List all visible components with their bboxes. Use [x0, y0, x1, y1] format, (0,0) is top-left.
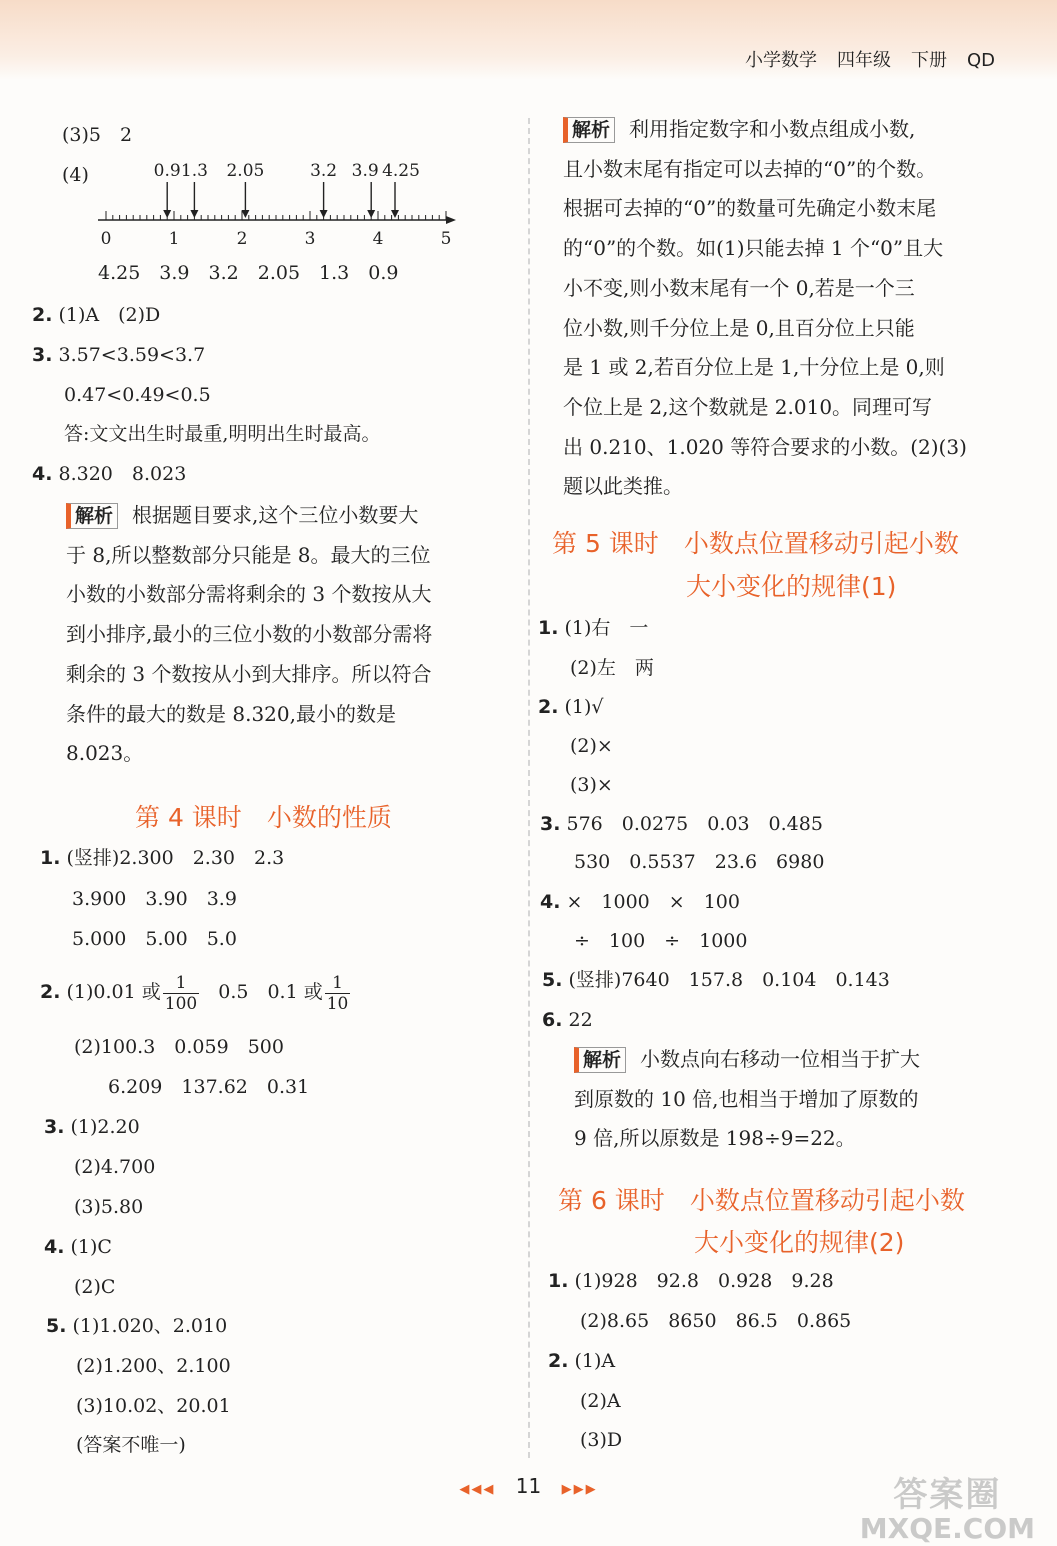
s5q2-number: 2.: [538, 696, 559, 718]
s4q5-line4: (答案不唯一): [76, 1434, 186, 1456]
jiexi-2-line: 利用指定数字和小数点组成小数,: [629, 117, 916, 141]
fraction-1-10: [325, 973, 351, 1014]
s5q2-line1: (1)√: [564, 696, 604, 718]
jiexi-1-line: 于 8,所以整数部分只能是 8。最大的三位: [66, 542, 431, 567]
s5q6-number: 6.: [542, 1009, 563, 1031]
arrowhead-icon: [241, 210, 249, 218]
jiexi-2-line: 题以此类推。: [563, 474, 683, 499]
q3-number: 3.: [32, 344, 53, 366]
jiexi-2-tag: 解析: [563, 117, 615, 143]
s5q2-line2: (2)×: [570, 735, 613, 757]
jiexi-1-line: 根据题目要求,这个三位小数要大: [132, 503, 419, 527]
q3-line2: 0.47<0.49<0.5: [64, 384, 211, 406]
s5q4-number: 4.: [540, 891, 561, 913]
section-4-heading: [135, 798, 392, 834]
page-number: 11: [515, 1474, 542, 1498]
tick-label: 2: [236, 229, 248, 249]
s4q3-number: 3.: [44, 1116, 65, 1138]
header-subject: 小学数学: [744, 50, 817, 71]
s5q3-number: 3.: [540, 813, 561, 835]
fraction-1-100: [163, 973, 199, 1014]
point-label: 0.9: [153, 161, 181, 181]
jiexi-2-line: 小不变,则小数末尾有一个 0,若是一个三: [563, 275, 915, 300]
jiexi-1-tag: 解析: [66, 503, 118, 529]
point-label: 4.25: [382, 161, 420, 181]
section-6-label: 第 6 课时: [558, 1186, 665, 1215]
jiexi-1: [66, 496, 498, 774]
s4q2-part1: (1)0.01 或: [66, 981, 161, 1003]
q2-answer: (1)A (2)D: [58, 304, 161, 326]
jiexi-3-tag: 解析: [574, 1047, 626, 1073]
section-6-heading: [558, 1181, 965, 1217]
s4q5-number: 5.: [46, 1315, 67, 1337]
q1-3: (3)5 2: [62, 124, 133, 146]
fraction-numerator: 1: [325, 973, 351, 994]
s4q2-line3: 6.209 137.62 0.31: [108, 1076, 310, 1098]
s5q1-line1: (1)右 一: [564, 617, 649, 639]
number-line-axis: [98, 161, 456, 249]
s4q5-line1: (1)1.020、2.010: [72, 1315, 228, 1337]
q3-line3: 答:文文出生时最重,明明出生时最高。: [64, 423, 381, 445]
s4q3-line2: (2)4.700: [74, 1156, 156, 1178]
q2-number: 2.: [32, 304, 53, 326]
fraction-numerator: 1: [163, 973, 199, 994]
s5q4-line1: × 1000 × 100: [566, 891, 740, 913]
next-arrows-icon: ▶▶▶: [561, 1482, 598, 1497]
section-4-label: 第 4 课时: [135, 803, 242, 832]
jiexi-1-line: 小数的小数部分需将剩余的 3 个数按从大: [66, 582, 432, 607]
section-6-title-1: 小数点位置移动引起小数: [689, 1186, 965, 1215]
s5q3-line2: 530 0.5537 23.6 6980: [574, 851, 825, 873]
s6q2-line1: (1)A: [574, 1350, 616, 1372]
s6q1-line2: (2)8.65 8650 86.5 0.865: [580, 1310, 852, 1332]
s4q1-line2: 3.900 3.90 3.9: [72, 888, 237, 910]
jiexi-2-line: 是 1 或 2,若百分位上是 1,十分位上是 0,则: [563, 355, 945, 380]
s4q3-line1: (1)2.20: [70, 1116, 140, 1138]
jiexi-2-line: 的“0”的个数。如(1)只能去掉 1 个“0”且大: [563, 236, 944, 261]
fraction-denominator: 100: [164, 993, 198, 1014]
arrowhead-icon: [320, 210, 328, 218]
header-edition: QD: [966, 50, 995, 71]
q3-line1: 3.57<3.59<3.7: [58, 344, 206, 366]
s6q2-line3: (3)D: [580, 1429, 623, 1451]
point-label: 2.05: [226, 161, 265, 181]
jiexi-3: [574, 1040, 1006, 1159]
s6q2-number: 2.: [548, 1350, 569, 1372]
s4q4-line2: (2)C: [74, 1276, 116, 1298]
s5q4-line2: ÷ 100 ÷ 1000: [574, 930, 748, 952]
s4q1-line3: 5.000 5.00 5.0: [72, 928, 237, 950]
q4-answer: 8.320 8.023: [58, 463, 187, 485]
header-grade: 四年级: [836, 50, 891, 71]
s4q2-line2: (2)100.3 0.059 500: [74, 1036, 284, 1058]
jiexi-2-line: 个位上是 2,这个数就是 2.010。同理可写: [563, 394, 933, 419]
s5q1-line2: (2)左 两: [570, 657, 654, 679]
s5q3-line1: 576 0.0275 0.03 0.485: [566, 813, 823, 835]
arrowhead-icon: [367, 210, 375, 218]
jiexi-1-line: 剩余的 3 个数按从小到大排序。所以符合: [66, 661, 432, 686]
jiexi-3-line: 小数点向右移动一位相当于扩大: [640, 1047, 921, 1071]
jiexi-1-line: 条件的最大的数是 8.320,最小的数是: [66, 701, 396, 726]
axis-arrow-icon: [446, 216, 456, 224]
s6q1-number: 1.: [548, 1270, 569, 1292]
s6q1-line1: (1)928 92.8 0.928 9.28: [574, 1270, 834, 1292]
page-header: [725, 46, 995, 72]
jiexi-1-line: 到小排序,最小的三位小数的小数部分需将: [66, 622, 433, 647]
watermark-bottom: MXQE.COM: [859, 1512, 1035, 1545]
s6q2-line2: (2)A: [580, 1390, 621, 1412]
s4q5-line2: (2)1.200、2.100: [76, 1355, 231, 1377]
jiexi-3-line: 到原数的 10 倍,也相当于增加了原数的: [574, 1086, 919, 1111]
s5q2-line3: (3)×: [570, 774, 613, 796]
q4-number: 4.: [32, 463, 53, 485]
column-divider: [528, 118, 530, 1458]
fraction-denominator: 10: [326, 993, 349, 1014]
s4q4-number: 4.: [44, 1236, 65, 1258]
number-order: 4.25 3.9 3.2 2.05 1.3 0.9: [98, 262, 399, 284]
jiexi-1-line: 8.023。: [66, 741, 144, 766]
section-5-title-2: 大小变化的规律(1): [686, 572, 897, 601]
s4q2-part2: 0.5 0.1 或: [218, 981, 323, 1003]
s5q6-line1: 22: [568, 1009, 593, 1031]
point-label: 3.9: [351, 161, 379, 181]
s4q1-line1: (竖排)2.300 2.30 2.3: [66, 847, 285, 869]
jiexi-2: [563, 110, 999, 507]
point-label: 1.3: [180, 161, 208, 181]
arrowhead-icon: [391, 210, 399, 218]
jiexi-2-line: 出 0.210、1.020 等符合要求的小数。(2)(3): [563, 434, 967, 459]
s5q1-number: 1.: [538, 617, 559, 639]
header-volume: 下册: [910, 50, 947, 71]
tick-label: 0: [100, 229, 112, 249]
arrowhead-icon: [163, 210, 171, 218]
section-6-title-2: 大小变化的规律(2): [694, 1228, 905, 1257]
tick-label: 1: [168, 229, 180, 249]
jiexi-2-line: 位小数,则千分位上是 0,且百分位上只能: [563, 315, 915, 340]
point-label: 3.2: [310, 161, 338, 181]
s4q5-line3: (3)10.02、20.01: [76, 1395, 231, 1417]
section-5-label: 第 5 课时: [552, 529, 659, 558]
section-4-title: 小数的性质: [266, 803, 392, 832]
section-5-heading: [552, 524, 959, 560]
s5q5-number: 5.: [542, 969, 563, 991]
s4q3-line3: (3)5.80: [74, 1196, 144, 1218]
jiexi-2-line: 根据可去掉的“0”的数量可先确定小数末尾: [563, 196, 937, 221]
jiexi-2-line: 且小数末尾有指定可以去掉的“0”的个数。: [563, 156, 937, 181]
s4q1-number: 1.: [40, 847, 61, 869]
arrowhead-icon: [190, 210, 198, 218]
q1-4-label: (4): [62, 164, 89, 186]
watermark-top: 答案圈: [893, 1475, 1002, 1515]
jiexi-3-line: 9 倍,所以原数是 198÷9=22。: [574, 1126, 856, 1151]
section-5-title-1: 小数点位置移动引起小数: [683, 529, 959, 558]
s4q2-number: 2.: [40, 981, 61, 1003]
s5q5-line1: (竖排)7640 157.8 0.104 0.143: [568, 969, 890, 991]
tick-label: 3: [304, 229, 316, 249]
s4q4-line1: (1)C: [70, 1236, 112, 1258]
prev-arrows-icon: ◀◀◀: [459, 1482, 496, 1497]
tick-label: 4: [372, 229, 384, 249]
tick-label: 5: [440, 229, 452, 249]
